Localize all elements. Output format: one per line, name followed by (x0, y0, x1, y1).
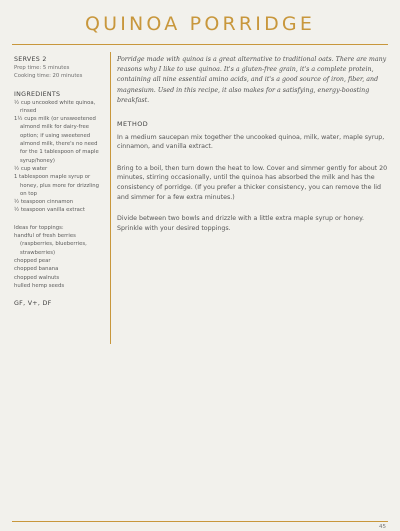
serves-label: SERVES 2 (14, 56, 47, 63)
ingredients-heading: INGREDIENTS (14, 90, 61, 98)
method-step: In a medium saucepan mix together the uncooked quinoa, milk, water, maple syrup, cinnamon, and vanilla extract. (117, 133, 385, 151)
topping-item: chopped pear (14, 257, 51, 264)
recipe-title: QUINOA PORRIDGE (84, 13, 316, 35)
ingredient-item: ½ teaspoon vanilla extract (14, 207, 85, 214)
page-number: 45 (379, 524, 386, 530)
ingredient-item: 1½ cups milk (or unsweetened almond milk for dairy-free option; if using sweetened almond milk, there's no need for the 1 tablespoon of maple syrup/honey) (14, 116, 99, 164)
ingredient-item: ½ cup water (14, 165, 48, 172)
method-step: Bring to a boil, then turn down the heat to low. Cover and simmer gently for about 20 minutes, stirring occasionally, until the quinoa has absorbed the milk and has the consistency of porridge. (If you prefer a thicker consistency, you can remove the lid and simmer for a few extra minutes.) (117, 164, 388, 201)
method-heading: METHOD (117, 120, 149, 129)
footer-divider (12, 521, 388, 522)
title-divider (12, 44, 388, 45)
ingredient-item: ½ cup uncooked white quinoa, rinsed (14, 99, 96, 114)
topping-item: hulled hemp seeds (14, 282, 65, 289)
method-step: Divide between two bowls and drizzle with a little extra maple syrup or honey. Sprinkle with your desired toppings. (117, 215, 364, 232)
toppings-heading: Ideas for toppings: (14, 224, 64, 231)
column-divider (110, 52, 111, 344)
prep-time: Prep time: 5 minutes (14, 65, 70, 71)
topping-item: handful of fresh berries (raspberries, blueberries, strawberries) (14, 233, 87, 256)
topping-item: chopped banana (14, 266, 59, 273)
ingredient-item: 1 tablespoon maple syrup or honey, plus more for drizzling on top (14, 174, 99, 197)
ingredients-column (14, 55, 106, 308)
cooking-time: Cooking time: 20 minutes (14, 73, 83, 80)
dietary-tags: GF, V+, DF (14, 300, 52, 308)
topping-item: chopped walnuts (14, 274, 60, 281)
ingredient-item: ½ teaspoon cinnamon (14, 199, 74, 206)
recipe-intro: Porridge made with quinoa is a great alternative to traditional oats. There are many reasons why I like to use quinoa. It's a gluten-free grain, it's a complete protein, containing all nine essential amino acids, and it's a good source of iron, fiber, and magnesium. Used in this recipe, it also makes for a satisfying, energy-boosting breakfast. (117, 56, 387, 104)
method-column (117, 55, 389, 233)
